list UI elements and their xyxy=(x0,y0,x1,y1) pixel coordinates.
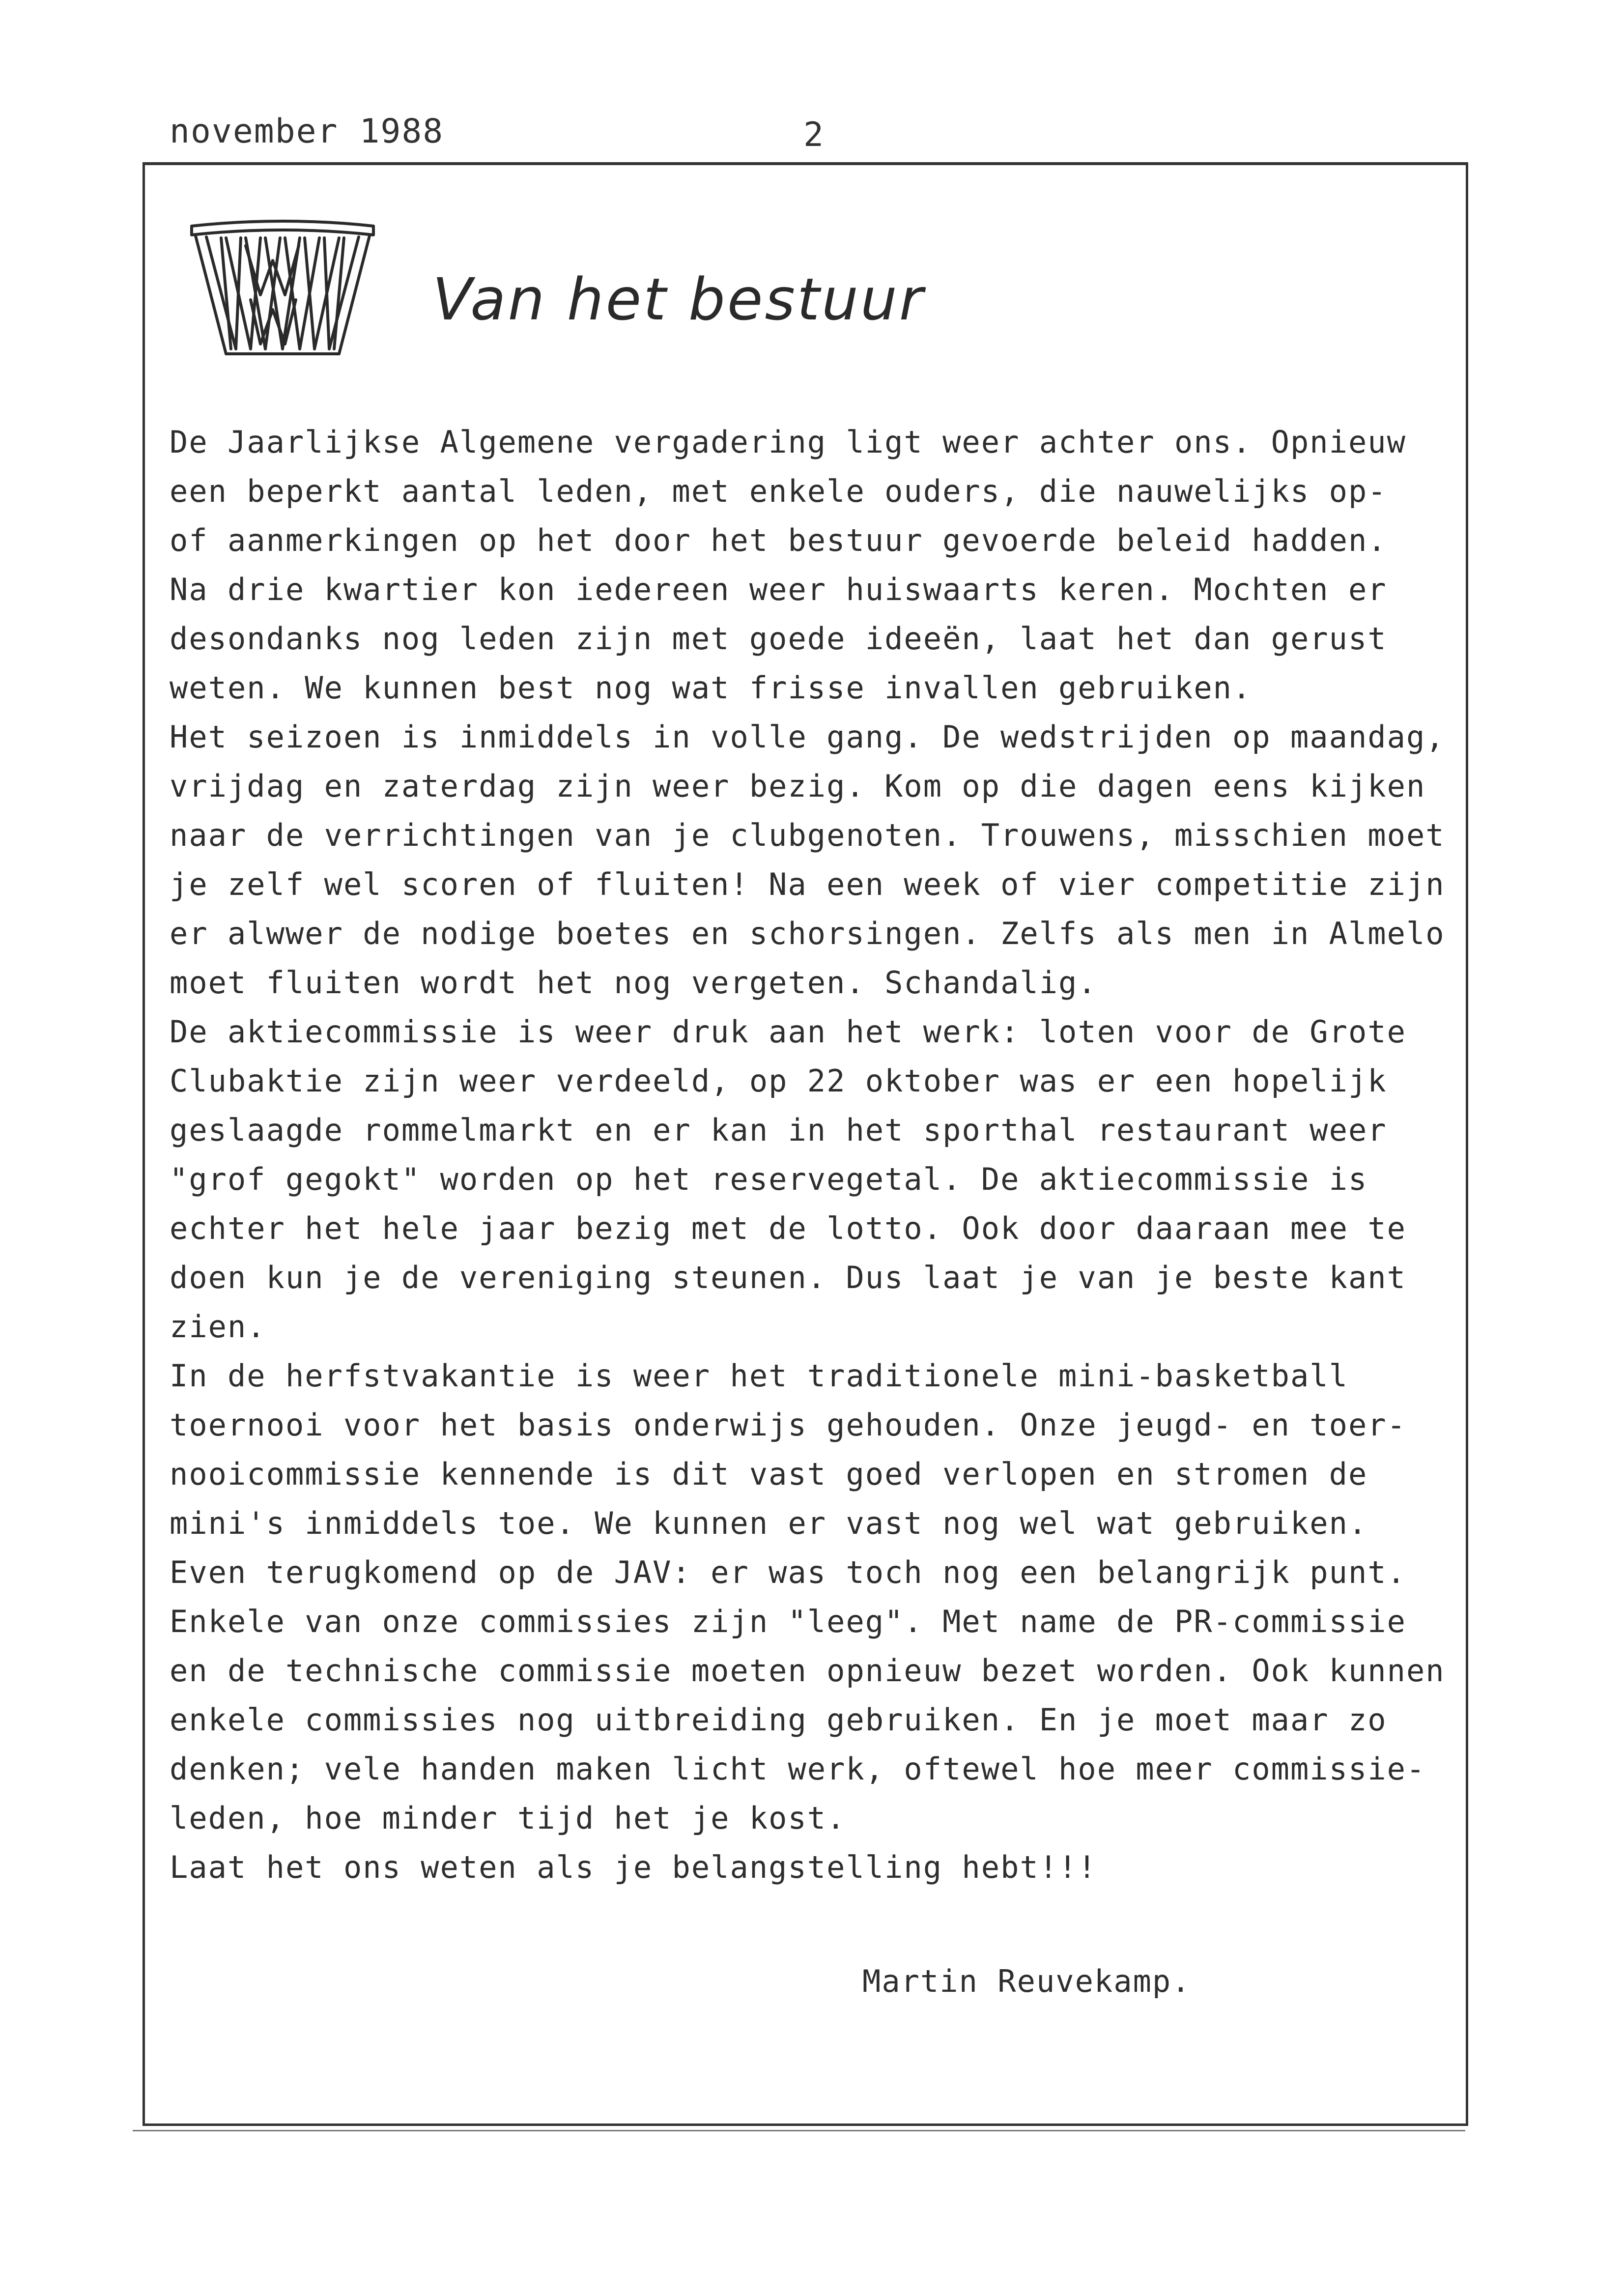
body-text-line: naar de verrichtingen van je clubgenoten. Trouwens, misschien moet xyxy=(170,817,1445,853)
body-text-line: nooicommissie kennende is dit vast goed verlopen en stromen de xyxy=(170,1456,1368,1492)
body-text-line: "grof gegokt" worden op het reservegetal. De aktiecommissie is xyxy=(170,1161,1368,1197)
body-text-line: In de herfstvakantie is weer het traditionele mini-basketball xyxy=(170,1358,1348,1394)
body-text-line: desondanks nog leden zijn met goede ideeën, laat het dan gerust xyxy=(170,621,1387,657)
body-text-line: moet fluiten wordt het nog vergeten. Schandalig. xyxy=(170,965,1097,1001)
body-text-line: er alwwer de nodige boetes en schorsingen. Zelfs als men in Almelo xyxy=(170,916,1445,951)
body-text-line: een beperkt aantal leden, met enkele ouders, die nauwelijks op- xyxy=(170,473,1387,509)
body-text-line: je zelf wel scoren of fluiten! Na een week of vier competitie zijn xyxy=(170,866,1445,902)
body-text-line: denken; vele handen maken licht werk, oftewel hoe meer commissie- xyxy=(170,1751,1426,1787)
body-text-line: weten. We kunnen best nog wat frisse invallen gebruiken. xyxy=(170,670,1252,706)
body-text-line: of aanmerkingen op het door het bestuur gevoerde beleid hadden. xyxy=(170,522,1387,558)
body-text-line: Het seizoen is inmiddels in volle gang. De wedstrijden op maandag, xyxy=(170,719,1445,755)
body-text-line: toernooi voor het basis onderwijs gehouden. Onze jeugd- en toer- xyxy=(170,1407,1406,1443)
page-number: 2 xyxy=(803,115,824,154)
body-text-line: leden, hoe minder tijd het je kost. xyxy=(170,1800,846,1836)
body-text-line: en de technische commissie moeten opnieuw bezet worden. Ook kunnen xyxy=(170,1653,1445,1689)
frame-bottom-line xyxy=(133,2130,1465,2131)
body-text-line: De Jaarlijkse Algemene vergadering ligt weer achter ons. Opnieuw xyxy=(170,424,1406,460)
body-text-line: Clubaktie zijn weer verdeeld, op 22 oktober was er een hopelijk xyxy=(170,1063,1387,1099)
author-signature: Martin Reuvekamp. xyxy=(862,1963,1191,1999)
body-text-line: doen kun je de vereniging steunen. Dus laat je van je beste kant xyxy=(170,1260,1406,1295)
body-text-line: Even terugkomend op de JAV: er was toch nog een belangrijk punt. xyxy=(170,1554,1406,1590)
body-text-line: mini's inmiddels toe. We kunnen er vast nog wel wat gebruiken. xyxy=(170,1505,1368,1541)
body-text-line: zien. xyxy=(170,1309,266,1345)
body-text-line: Laat het ons weten als je belangstelling hebt!!! xyxy=(170,1849,1097,1885)
body-text-line: geslaagde rommelmarkt en er kan in het sporthal restaurant weer xyxy=(170,1112,1387,1148)
body-text-line: Na drie kwartier kon iedereen weer huiswaarts keren. Mochten er xyxy=(170,572,1387,607)
body-text-line: De aktiecommissie is weer druk aan het werk: loten voor de Grote xyxy=(170,1014,1406,1050)
body-text-line: Enkele van onze commissies zijn "leeg". Met name de PR-commissie xyxy=(170,1604,1406,1639)
section-title: Van het bestuur xyxy=(432,265,925,333)
body-text-line: enkele commissies nog uitbreiding gebruiken. En je moet maar zo xyxy=(170,1702,1387,1738)
header-date: november 1988 xyxy=(170,112,444,151)
article-body xyxy=(170,418,1457,1892)
body-text-line: echter het hele jaar bezig met de lotto. Ook door daaraan mee te xyxy=(170,1210,1406,1246)
basketball-net-logo-icon xyxy=(187,216,378,364)
body-text-line: vrijdag en zaterdag zijn weer bezig. Kom op die dagen eens kijken xyxy=(170,768,1426,804)
